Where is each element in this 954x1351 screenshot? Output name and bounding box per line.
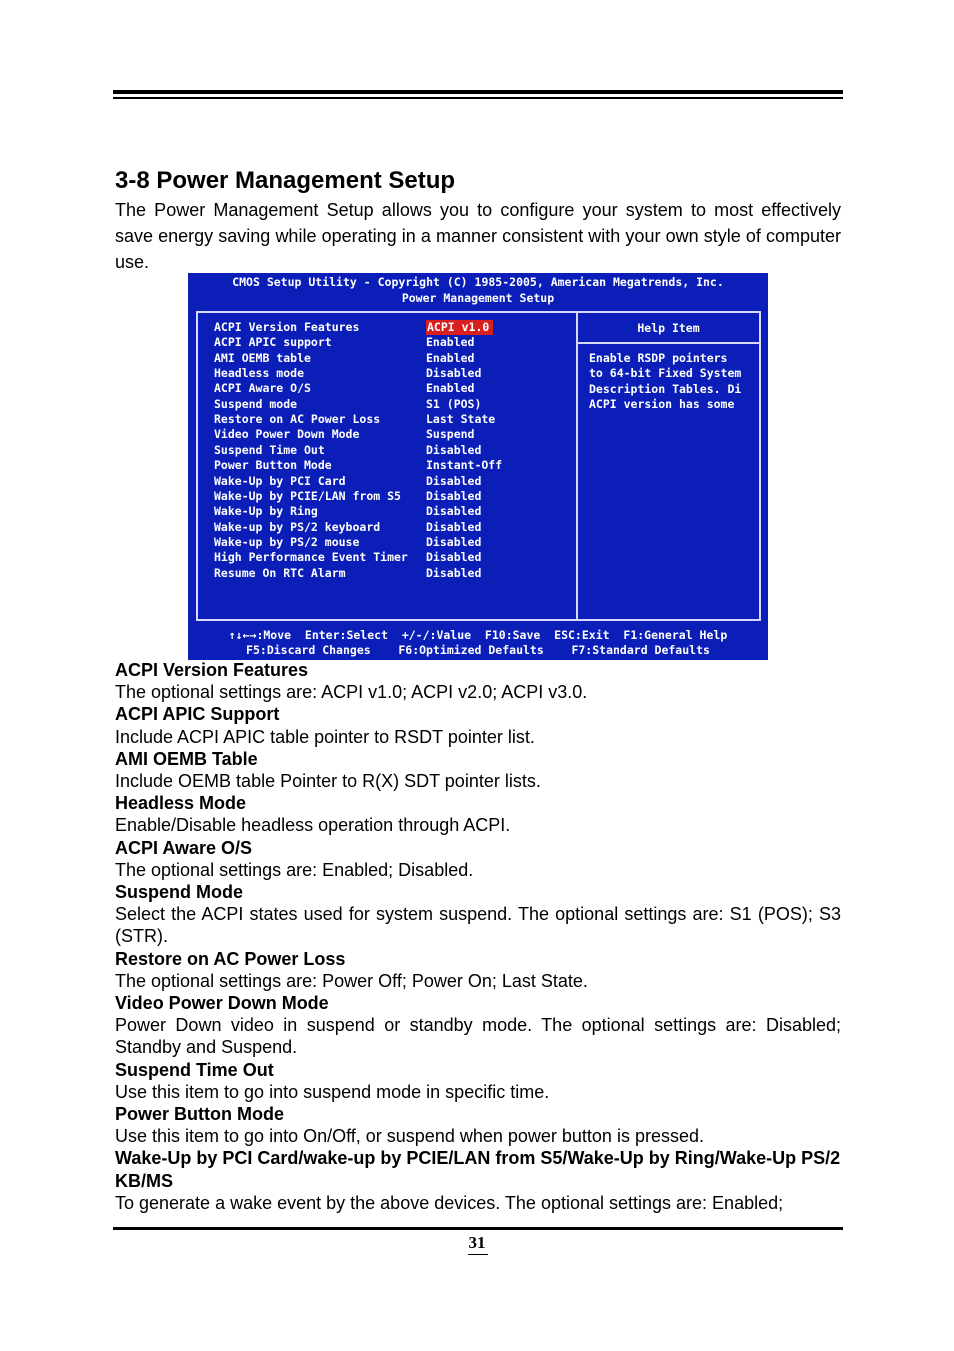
section-title: ACPI Aware O/S <box>115 837 253 858</box>
bios-setting-value[interactable]: Disabled <box>426 519 482 534</box>
bottom-rule <box>113 1227 843 1230</box>
section-text: The optional settings are: Enabled; Disabled. <box>115 859 474 880</box>
bios-setting-label: Restore on AC Power Loss <box>214 412 381 427</box>
top-rule-thin <box>113 97 843 99</box>
section-text: To generate a wake event by the above devices. The optional settings are: Enabled; <box>115 1192 784 1213</box>
bios-setting-value[interactable]: Disabled <box>426 565 482 580</box>
help-text-line: Enable RSDP pointers <box>589 351 728 365</box>
bios-footer-defaults: F5:Discard Changes F6:Optimized Defaults F7:Standard Defaults <box>246 643 710 657</box>
bios-setting-label: Wake-up by PS/2 mouse <box>214 534 360 549</box>
section-title: Suspend Mode <box>115 882 244 903</box>
page-heading: 3-8 Power Management Setup <box>115 167 456 194</box>
bios-setting-value[interactable]: Disabled <box>426 550 482 565</box>
bios-setting-label: ACPI APIC support <box>214 335 332 350</box>
section-title: Suspend Time Out <box>115 1059 274 1080</box>
section-title: ACPI APIC Support <box>115 704 280 725</box>
section-text: The optional settings are: ACPI v1.0; ACPI v2.0; ACPI v3.0. <box>115 682 588 703</box>
top-rule-thick <box>113 90 843 94</box>
bios-setting-label: Wake-Up by PCI Card <box>214 473 346 488</box>
bios-setting-label: ACPI Aware O/S <box>214 381 311 396</box>
bios-setting-value[interactable]: Disabled <box>426 442 482 457</box>
page-number-underline <box>468 1254 488 1255</box>
help-text-line: ACPI version has some <box>589 397 735 412</box>
bios-setting-label: Video Power Down Mode <box>214 427 360 442</box>
section-text: Power Down video in suspend or standby mode. The optional settings are: Disabled; Standby and Suspend. <box>115 1015 841 1058</box>
section-title: ACPI Version Features <box>115 660 309 680</box>
bios-setting-label: Suspend Time Out <box>214 442 325 457</box>
section-title: Power Button Mode <box>115 1104 284 1125</box>
bios-setting-label: High Performance Event Timer <box>214 550 408 565</box>
bios-setting-value[interactable]: Disabled <box>426 504 482 519</box>
bios-setting-label: Resume On RTC Alarm <box>214 565 346 580</box>
bios-setting-label: ACPI Version Features <box>214 320 360 334</box>
bios-setting-label: Power Button Mode <box>214 458 332 473</box>
bios-setting-value[interactable]: Suspend <box>426 427 475 442</box>
bios-setting-value[interactable]: Enabled <box>426 381 475 396</box>
bios-screenshot <box>188 273 768 660</box>
bios-setting-value[interactable]: Disabled <box>426 366 482 381</box>
bios-header-copyright: CMOS Setup Utility - Copyright (C) 1985-2005, American Megatrends, Inc. <box>232 275 724 289</box>
bios-setting-value[interactable]: S1 (POS) <box>426 396 482 411</box>
bios-setting-value[interactable]: Disabled <box>426 488 482 503</box>
section-text: Include OEMB table Pointer to R(X) SDT pointer lists. <box>115 771 541 792</box>
settings-descriptions <box>115 659 841 1214</box>
help-text-line: Description Tables. Di <box>589 381 742 396</box>
bios-setting-value[interactable]: Enabled <box>426 335 475 350</box>
bios-setting-value[interactable]: Instant-Off <box>426 458 503 473</box>
bios-footer-keys: ↑↓←→:Move Enter:Select +/-/:Value F10:Save ESC:Exit F1:General Help <box>228 628 728 642</box>
section-title: Headless Mode <box>115 793 247 814</box>
bios-header-title: Power Management Setup <box>401 291 555 305</box>
bios-setting-label: Suspend mode <box>214 396 298 411</box>
bios-setting-value[interactable]: Disabled <box>426 473 482 488</box>
page-number: 31 <box>468 1233 486 1252</box>
section-text: Include ACPI APIC table pointer to RSDT pointer list. <box>115 726 535 747</box>
bios-setting-label: Wake-Up by Ring <box>214 504 318 519</box>
section-text: Use this item to go into On/Off, or suspend when power button is pressed. <box>115 1126 704 1147</box>
bios-setting-label: Headless mode <box>214 366 305 381</box>
section-text: Enable/Disable headless operation through ACPI. <box>115 815 511 836</box>
bios-setting-label: Wake-Up by PCIE/LAN from S5 <box>214 488 401 503</box>
bios-setting-value[interactable]: Disabled <box>426 534 482 549</box>
bios-divider <box>576 311 578 621</box>
bios-setting-value[interactable]: Last State <box>426 412 496 427</box>
section-text: The optional settings are: Power Off; Power On; Last State. <box>115 970 588 991</box>
bios-setting-label: AMI OEMB table <box>214 350 311 365</box>
section-title: Wake-Up by PCI Card/wake-up by PCIE/LAN from S5/Wake-Up by Ring/Wake-Up PS/2 KB/MS <box>115 1148 841 1191</box>
help-separator <box>578 342 759 344</box>
bios-setting-label: Wake-up by PS/2 keyboard <box>214 519 381 534</box>
section-title: Restore on AC Power Loss <box>115 948 346 969</box>
section-text: Use this item to go into suspend mode in specific time. <box>115 1081 550 1102</box>
bios-setting-value[interactable]: Enabled <box>426 350 475 365</box>
section-text: Select the ACPI states used for system suspend. The optional settings are: S1 (POS); S3 (STR). <box>115 904 841 947</box>
help-item-title: Help Item <box>637 321 700 335</box>
bios-setting-value-selected[interactable]: ACPI v1.0 <box>426 320 493 335</box>
section-title: AMI OEMB Table <box>115 748 258 769</box>
section-title: Video Power Down Mode <box>115 993 329 1014</box>
help-text-line: to 64-bit Fixed System <box>589 366 742 381</box>
intro-paragraph: The Power Management Setup allows you to configure your system to most effectively save energy saving while operating in a manner consistent with your own style of computer use. <box>115 200 841 272</box>
